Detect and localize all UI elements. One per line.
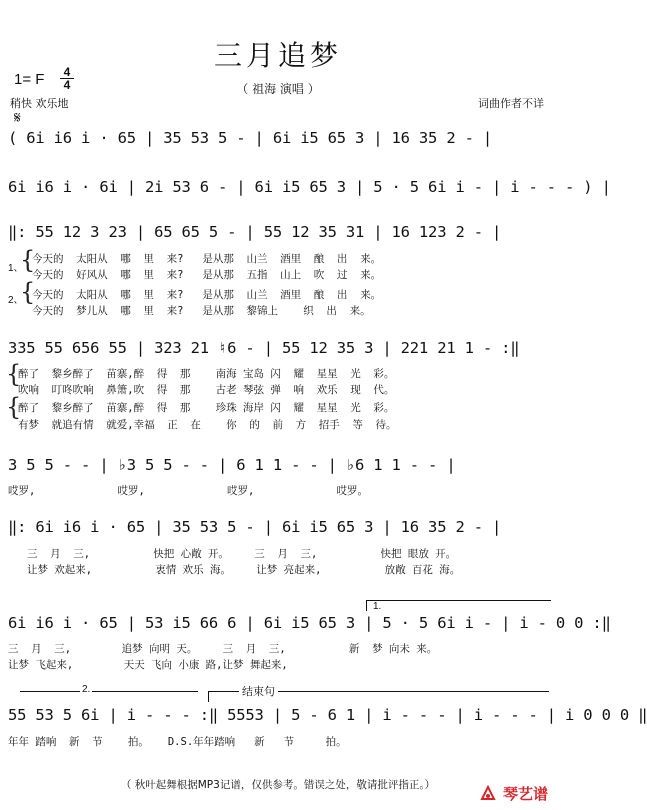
verse-lyric-line: 今天的 太阳从 哪 里 来? 是从那 山兰 酒里 酿 出 来。 xyxy=(32,253,382,265)
verse-notation: ‖: 55 12 3 23 | 65 65 5 - | 55 12 35 31 | 16 123 2 - | xyxy=(8,223,502,241)
volta-number-2: 2. xyxy=(82,684,91,695)
verse-lyric-line: 今天的 太阳从 哪 里 来? 是从那 山兰 酒里 酿 出 来。 xyxy=(32,289,382,301)
song-title: 三月追梦 xyxy=(213,39,342,72)
key-signature: 1= F xyxy=(14,71,45,88)
volta-bracket-1 xyxy=(366,600,551,611)
time-top: 4 xyxy=(63,65,71,79)
chorus-brace-1: { xyxy=(6,360,22,388)
bridge-lyric-line: 三 月 三, 追梦 向明 天。 三 月 三, 新 梦 向未 来。 xyxy=(8,643,438,655)
verse-lyric-line: 今天的 梦儿从 哪 里 来? 是从那 黎锦上 织 出 来。 xyxy=(32,305,371,317)
intro-line-1: ( 6i i6 i · 65 | 35 53 5 - | 6i i5 65 3 | 16 35 2 - | xyxy=(8,129,492,147)
verse-number-2: 2、 xyxy=(8,295,24,306)
time-signature xyxy=(60,66,74,91)
chorus-notation: 335 55 656 55 | 323 21 ♮6 - | 55 12 35 3 | 221 21 1 - :‖ xyxy=(8,339,520,357)
verse-lyric-line: 今天的 好风从 哪 里 来? 是从那 五指 山上 吹 过 来。 xyxy=(32,269,382,281)
chorus-lyric-line: 吹响 叮咚吹响 鼻箫,吹 得 那 古老 琴弦 弹 响 欢乐 现 代。 xyxy=(18,384,395,396)
transcription-note: （ 秋叶起舞根据MP3记谱，仅供参考。错误之处，敬请批评指正。） xyxy=(120,779,436,791)
yo-notation: 3 5 5 - - | ♭3 5 5 - - | 6 1 1 - - | ♭6 1 1 - - | xyxy=(8,456,456,474)
volta-number-1: 1. xyxy=(373,601,382,612)
composer-credit: 词曲作者不详 xyxy=(478,97,544,110)
yo-lyric-line: 哎罗, 哎罗, 哎罗, 哎罗。 xyxy=(8,485,369,497)
chorus-brace-2: { xyxy=(6,393,22,421)
site-logo-text: 琴艺谱 xyxy=(502,785,548,803)
music-note-icon xyxy=(480,785,496,801)
volta-bracket-2 xyxy=(20,684,198,702)
ending-notation: 55 53 5 6i | i - - - :‖ 5553 | 5 - 6 1 | i - - - | i - - - | i 0 0 0 ‖ xyxy=(8,706,647,724)
chorus-lyric-line: 醉了 黎乡醉了 苗寨,醉 得 那 珍珠 海岸 闪 耀 星星 光 彩。 xyxy=(18,402,395,414)
intro-line-2: 6i i6 i · 6i | 2i 53 6 - | 6i i5 65 3 | 5 · 5 6i i - | i - - - ) | xyxy=(8,178,611,196)
bridge-lyric-line: 三 月 三, 快把 心敞 开。 三 月 三, 快把 眼放 开。 xyxy=(8,548,457,560)
verse-brace-2: { xyxy=(20,278,36,306)
bridge-notation-2: 6i i6 i · 65 | 53 i5 66 6 | 6i i5 65 3 | 5 · 5 6i i - | i - 0 0 :‖ xyxy=(8,614,611,632)
ending-bracket xyxy=(208,685,549,702)
bridge-lyric-line: 让梦 欢起来, 衷情 欢乐 海。 让梦 亮起来, 放敞 百花 海。 xyxy=(8,564,461,576)
time-bottom: 4 xyxy=(60,78,74,91)
tempo-marking: 稍快 欢乐地 xyxy=(10,97,69,110)
chorus-lyric-line: 醉了 黎乡醉了 苗寨,醉 得 那 南海 宝岛 闪 耀 星星 光 彩。 xyxy=(18,368,395,380)
bridge-lyric-line: 让梦 飞起来, 天天 飞向 小康 路,让梦 舞起来, xyxy=(8,659,288,671)
verse-number-1: 1、 xyxy=(8,263,24,274)
chorus-lyric-line: 有梦 就追有情 就爱,幸福 正 在 你 的 前 方 招手 等 待。 xyxy=(18,419,397,431)
ending-label: 结束句 xyxy=(239,683,278,699)
segno-sign: 𝄋 xyxy=(14,108,21,127)
singer-credit: （ 祖海 演唱 ） xyxy=(236,82,320,96)
ending-lyric-line: 年年 踏响 新 节 拍。 D.S.年年踏响 新 节 拍。 xyxy=(8,736,347,748)
verse-brace-1: { xyxy=(20,246,36,274)
site-logo[interactable] xyxy=(480,783,548,804)
bridge-notation-1: ‖: 6i i6 i · 65 | 35 53 5 - | 6i i5 65 3 | 16 35 2 - | xyxy=(8,518,502,536)
